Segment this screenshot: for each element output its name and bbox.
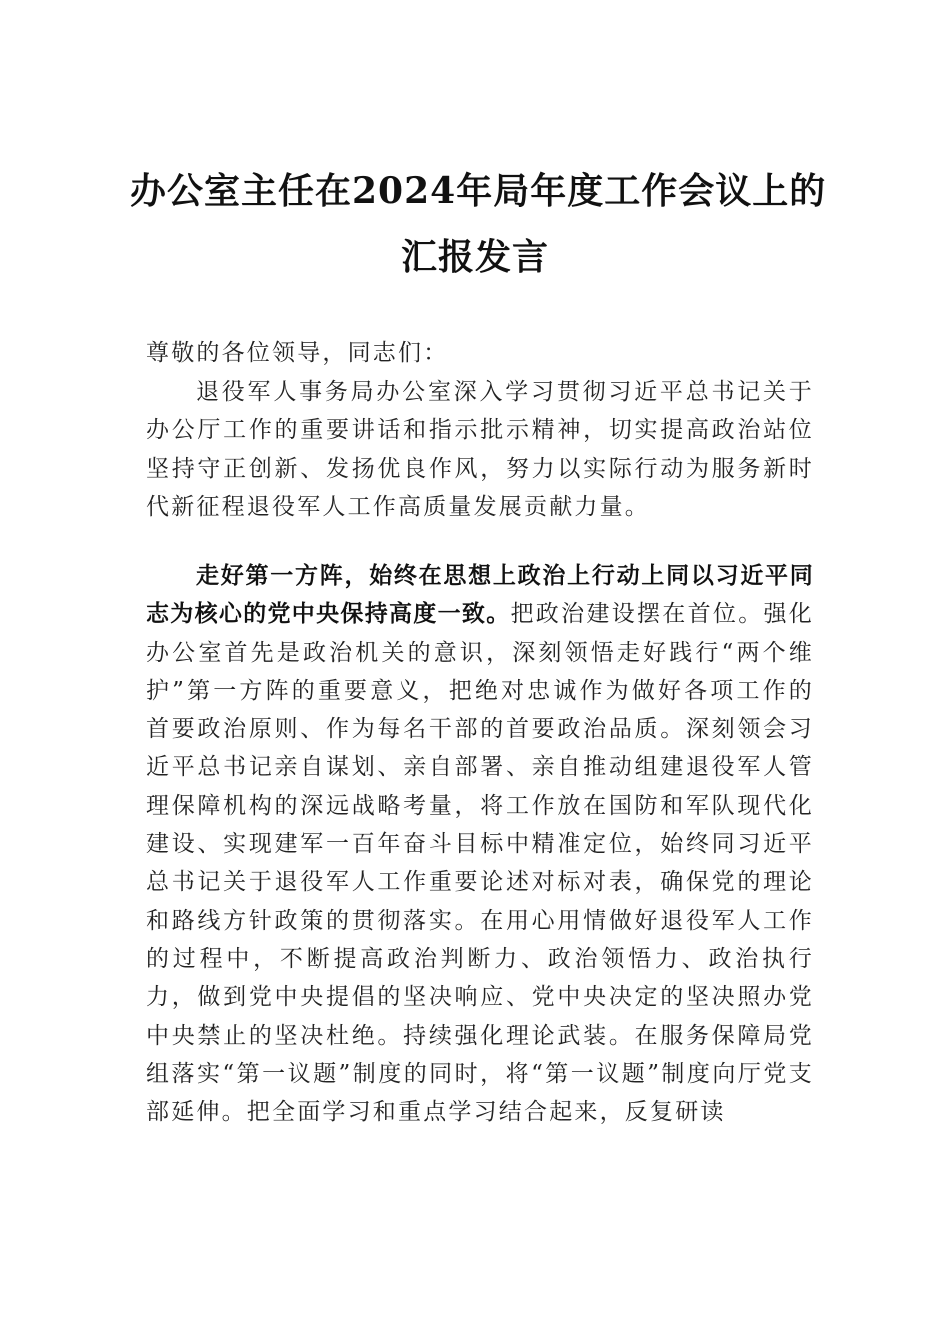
document-title-line-2: 汇报发言	[400, 236, 549, 278]
section-body: 把政治建设摆在首位。强化办公室首先是政治机关的意识，深刻领悟走好践行“两个维护”第一方阵的重要意义，把绝对忠诚作为做好各项工作的首要政治原则、作为每名干部的首要政治品质。深刻领会习近平总书记亲自谋划、亲自部署、亲自推动组建退役军人管理保障机构的深远战略考量，将工作放在国防和军队现代化建设、实现建军一百年奋斗目标中精准定位，始终同习近平总书记关于退役军人工作重要论述对标对表，确保党的理论和路线方针政策的贯彻落实。在用心用情做好退役军人工作的过程中，不断提高政治判断力、政治领悟力、政治执行力，做到党中央提倡的坚决响应、党中央决定的坚决照办党中央禁止的坚决杜绝。持续强化理论武装。在服务保障局党组落实“第一议题”制度的同时，将“第一议题”制度向厅党支部延伸。把全面学习和重点学习结合起来，反复研读	[146, 601, 814, 1126]
salutation: 尊敬的各位领导，同志们：	[146, 340, 449, 366]
paragraph-first-section	[146, 557, 814, 1131]
paragraph-intro: 退役军人事务局办公室深入学习贯彻习近平总书记关于办公厅工作的重要讲话和指示批示精神，切实提高政治站位坚持守正创新、发扬优良作风，努力以实际行动为服务新时代新征程退役军人工作高质量发展贡献力量。	[146, 379, 814, 520]
section-heading: 走好第一方阵，始终在思想上政治上行动上同以习近平同志为核心的党中央保持高度一致。	[146, 563, 814, 628]
document-title-line-1: 办公室主任在2024年局年度工作会议上的	[130, 170, 827, 212]
